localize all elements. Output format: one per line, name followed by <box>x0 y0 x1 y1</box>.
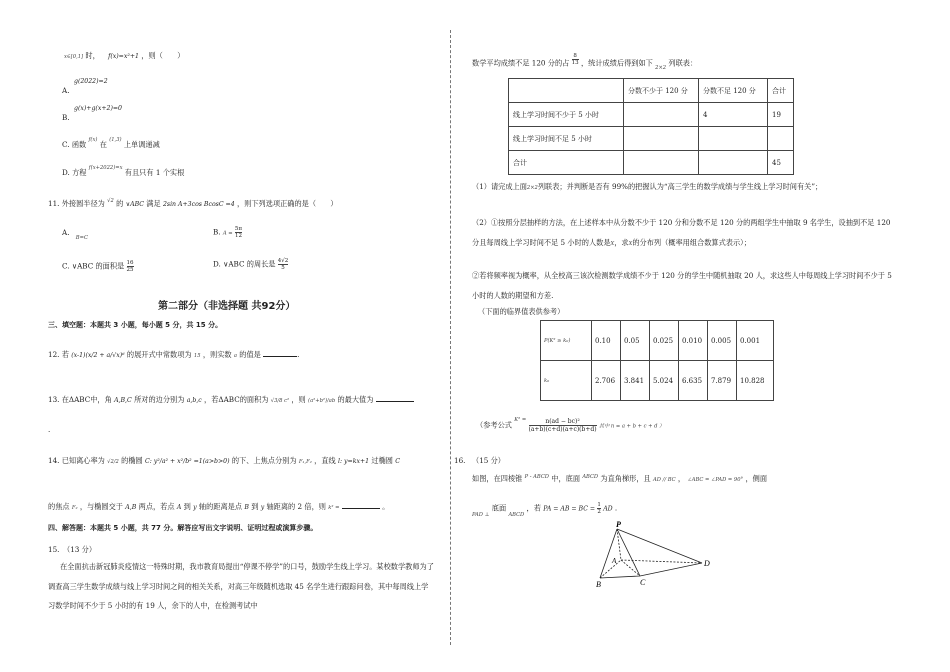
math: A,B <box>125 504 137 511</box>
text: 的展开式中常数项为 <box>126 350 192 359</box>
math: K² = <box>514 416 527 423</box>
math: 2×2 <box>655 64 667 71</box>
math: g(2022)=2 <box>74 78 108 85</box>
table-cell: 合计 <box>509 151 624 175</box>
text: ∨ABC 的周长是 <box>223 259 276 269</box>
pyramid-figure <box>594 520 714 590</box>
table-cell: 5.024 <box>650 361 679 401</box>
label: D. <box>213 259 221 269</box>
answer-blank[interactable] <box>263 348 297 357</box>
table-cell: 0.025 <box>650 321 679 361</box>
q15-text: 在全面抗击新冠肺炎疫情这一特殊时期，我市教育局提出“停课不停学”的口号，鼓励学生线上学习。某校数学教师为了调查高三学生数学成绩与线上学习时间之间的相关关系，对高三年级随机选取 45 名学生进行跟踪问卷，其中每周线上学习数学时间不少于 5 小时的有 19 人，余下的人中，在检测考试中 <box>48 562 434 610</box>
text: 满足 <box>146 199 161 208</box>
q14-line2 <box>48 500 389 513</box>
math: f(x) <box>88 137 98 143</box>
math: A <box>176 504 182 511</box>
right-column <box>454 0 898 672</box>
text: 轴的距离是点 <box>198 502 243 511</box>
math: P - ABCD <box>524 474 549 480</box>
math: B=C <box>75 235 88 241</box>
math: F₁,F₂ <box>298 459 312 465</box>
edge-PD <box>617 529 702 563</box>
math: PAD ⊥ <box>472 511 490 518</box>
math: √3/8 c² <box>270 398 290 404</box>
q10-option-d <box>62 165 185 179</box>
text: ，则实数 <box>202 350 232 359</box>
table-cell <box>699 151 768 175</box>
text: 其中 n = a + b + c + d ） <box>598 423 665 430</box>
math: ABCD <box>582 474 599 480</box>
math: ABCD <box>508 511 525 518</box>
answer-blank[interactable] <box>342 500 380 509</box>
answer-blank[interactable] <box>376 393 414 402</box>
q14-line1 <box>48 456 400 467</box>
math: 2×2 <box>526 185 538 191</box>
denominator: 13 <box>571 60 579 66</box>
text: 过椭圆 <box>371 456 393 465</box>
formula-fraction <box>529 418 597 433</box>
table-cell: 线上学习时间不少于 5 小时 <box>509 103 624 127</box>
table-cell: 2.706 <box>592 361 621 401</box>
math: 15 <box>193 353 201 359</box>
text: 的 <box>116 199 124 208</box>
text: 已知离心率为 <box>61 456 105 465</box>
math: AD <box>603 505 613 513</box>
text: 中，底面 <box>551 474 581 483</box>
denominator: 12 <box>234 233 242 239</box>
part-2 <box>472 213 892 254</box>
text: ，则 <box>291 395 306 404</box>
math: A = <box>222 230 233 237</box>
table-cell: P(K² ≥ k₀) <box>541 321 592 361</box>
text: 函数 <box>71 140 87 149</box>
q12: 12. 若 (x-1)(x/2 + a/√x)⁶ 的展开式中常数项为 15 ，则实数 a 的值是 . <box>48 350 300 359</box>
table-cell: 6.635 <box>679 361 708 401</box>
q16-line2 <box>472 502 618 518</box>
fraction <box>597 502 601 515</box>
text: ，直线 <box>314 456 336 465</box>
text: ，与椭圆交于 <box>79 502 123 511</box>
math: (1,3) <box>109 137 122 143</box>
numerator: 16 <box>126 260 134 266</box>
math: C <box>395 458 400 465</box>
text: （参考公式 <box>476 420 512 430</box>
edge-CD <box>640 563 702 576</box>
text: ∨ABC 的面积是 <box>71 261 125 271</box>
column-divider <box>450 30 451 645</box>
label: C. <box>62 140 70 149</box>
numerator: 8 <box>573 53 577 59</box>
text: 轴距离的 2 倍，则 <box>266 502 326 511</box>
label-D: D <box>704 559 710 568</box>
numerator: n(ad − bc)² <box>529 418 597 426</box>
math: B <box>244 504 249 511</box>
math: f(x+2022)=x <box>88 165 123 171</box>
ref-note: （下面的临界值表供参考） <box>478 307 565 316</box>
reference-formula <box>476 418 664 433</box>
q16-score: （15 分） <box>472 456 505 465</box>
text: 若 <box>61 350 69 359</box>
edge-BC <box>600 576 640 578</box>
numerator: 1 <box>597 502 601 508</box>
label: B. <box>213 227 221 237</box>
table-cell <box>624 127 699 151</box>
table-row <box>541 321 774 361</box>
table-cell: 线上学习时间不足 5 小时 <box>509 127 624 151</box>
table-cell: 0.001 <box>737 321 774 361</box>
math: √2/2 <box>107 459 119 465</box>
q16-line1 <box>472 474 767 485</box>
table-cell <box>624 151 699 175</box>
math-x-range: x∈[0,1] <box>64 54 84 60</box>
text: ，统计成绩后得到如下 <box>580 58 653 68</box>
math: X <box>628 240 633 247</box>
table-cell: 19 <box>768 103 794 127</box>
math: C: y²/a² + x²/b² =1(a>b>0) <box>145 458 230 465</box>
text: 所对的边分别为 <box>134 395 185 404</box>
math: X <box>610 240 615 247</box>
q11-option-d <box>213 258 288 271</box>
table-row <box>509 151 794 175</box>
table-cell <box>699 127 768 151</box>
text: 列联表；并判断是否有 99%的把握认为“高三学生的数学成绩与学生线上学习时间有关”； <box>537 182 823 191</box>
q10-line1 <box>64 51 184 62</box>
text: 的焦点 <box>48 502 70 511</box>
text: ，若ΔABC的面积为 <box>204 395 269 404</box>
question-number: 13. <box>48 395 60 404</box>
text: 到 <box>251 502 259 511</box>
q13 <box>48 393 414 406</box>
text: 的椭圆 <box>121 456 143 465</box>
math: (a²+b²)/ab <box>308 398 336 404</box>
label-C: C <box>640 578 646 587</box>
table-cell <box>509 79 624 103</box>
text: 上单调递减 <box>123 140 160 149</box>
math: ∨ABC <box>125 201 144 208</box>
math: F₂ <box>71 505 78 511</box>
text: 。 <box>382 502 390 511</box>
table-cell: 0.05 <box>621 321 650 361</box>
q10-option-b-math <box>74 103 122 113</box>
label: D. <box>62 168 70 177</box>
fraction <box>235 226 242 239</box>
text: 数学平均成绩不足 120 分的占 <box>472 58 570 68</box>
q11-stem <box>48 199 338 210</box>
q11-option-a <box>62 228 88 239</box>
text: ，侧面 <box>745 474 768 483</box>
text: 时， <box>85 51 100 60</box>
right-top-line <box>472 53 698 71</box>
solve-header: 四、解答题：本题共 5 小题，共 77 分。解答应写出文字说明、证明过程或演算步骤。 <box>48 524 318 532</box>
fill-in-header: 三、填空题：本题共 3 小题，每小题 5 分，共 15 分。 <box>48 321 223 329</box>
q10-option-a-math <box>74 76 108 86</box>
table-cell: 0.010 <box>679 321 708 361</box>
table-cell: 0.005 <box>708 321 737 361</box>
math: AD // BC <box>653 477 676 483</box>
text: （1）请完成上面 <box>472 182 527 191</box>
table-row <box>541 361 774 401</box>
text: （2）①按照分层抽样的方法，在上述样本中从分数不少于 120 分和分数不足 120 分的两组学生中抽取 9 名学生，设抽到不足 120 分且每周线上学习时间不足 5 小时的人数是 <box>472 218 891 247</box>
text: ， <box>677 474 686 483</box>
table-cell: k₀ <box>541 361 592 401</box>
math: y <box>260 504 265 511</box>
question-number: 14. <box>48 456 60 465</box>
q10-option-b-label: B. <box>62 113 70 122</box>
denominator: 5 <box>281 265 285 271</box>
table-cell: 10.828 <box>737 361 774 401</box>
fraction <box>572 53 579 66</box>
table-cell: 0.10 <box>592 321 621 361</box>
part-1 <box>472 177 892 199</box>
table-cell: 分数不足 120 分 <box>699 79 768 103</box>
math: l: y=kx+1 <box>338 458 370 465</box>
math: √2 <box>107 198 114 204</box>
text: 的值是 <box>239 350 261 359</box>
denominator: 25 <box>126 267 134 273</box>
math: 2sin A+3cos BcosC =4 <box>162 201 235 208</box>
table-cell: 7.879 <box>708 361 737 401</box>
math: ∠ABC = ∠PAD = 90° <box>687 477 744 483</box>
table-cell: 分数不少于 120 分 <box>624 79 699 103</box>
q11-option-b <box>213 226 242 239</box>
section-two-title: 第二部分（非选择题 共92分） <box>158 301 296 312</box>
edge-AC <box>621 560 640 576</box>
text: 的下、上焦点分别为 <box>231 456 297 465</box>
text: ，则下列选项正确的是（ ） <box>236 199 338 208</box>
q13-end-dot: . <box>48 425 51 434</box>
part-2-sub: ②若将频率视为概率，从全校高三该次检测数学成绩不少于 120 分的学生中随机抽取 20 人，求这些人中每周线上学习时间不少于 5 小时的人数的期望和方差. <box>472 271 892 300</box>
table-row <box>509 103 794 127</box>
math: g(x)+g(x+2)=0 <box>74 105 122 112</box>
math: k² = <box>328 505 340 511</box>
label-P: P <box>616 520 621 529</box>
math-fx: f(x)=x²+1 <box>108 53 139 60</box>
denominator: (a+b)(c+d)(a+c)(b+d) <box>528 426 597 433</box>
table-cell: 45 <box>768 151 794 175</box>
contingency-table <box>508 78 794 175</box>
text: 为直角梯形，且 <box>600 474 651 483</box>
math: a,b,c <box>186 397 202 404</box>
text: ，则（ ） <box>141 51 185 60</box>
text: 列联表： <box>668 58 698 68</box>
math: A,B,C <box>114 397 132 404</box>
table-cell <box>624 103 699 127</box>
fraction <box>278 258 289 271</box>
left-column <box>48 0 440 672</box>
text: 的分布列（概率用组合数算式表示）； <box>632 237 751 247</box>
text: 底面 <box>491 503 507 513</box>
text: 在 <box>99 140 107 149</box>
text: ，求 <box>614 237 629 247</box>
table-cell <box>768 127 794 151</box>
q15-head: 15. （13 分） <box>48 545 97 554</box>
math: PA = AB = BC = <box>543 505 596 513</box>
text: 到 <box>183 502 191 511</box>
math: y <box>193 504 197 511</box>
edge-PC <box>617 529 640 576</box>
text: 在ΔABC中，角 <box>61 395 112 404</box>
q16-number: 16. <box>454 456 466 465</box>
table-header-row <box>509 79 794 103</box>
text: 两点，若点 <box>138 502 175 511</box>
numerator: 5π <box>234 226 243 232</box>
numerator: 4√2 <box>277 258 289 264</box>
label: A. <box>62 228 70 237</box>
table-cell: 4 <box>699 103 768 127</box>
label: C. <box>62 261 70 271</box>
text: 有且只有 1 个实根 <box>124 168 185 177</box>
text: 的最大值为 <box>337 395 374 404</box>
q10-option-a-label: A. <box>62 86 70 95</box>
question-number: 12. <box>48 350 60 359</box>
text: . <box>614 503 618 513</box>
table-cell: 3.841 <box>621 361 650 401</box>
fraction <box>127 260 134 273</box>
q11-option-c <box>62 260 134 273</box>
denominator: 2 <box>597 509 601 515</box>
label-A: A <box>612 557 617 565</box>
critical-value-table <box>540 320 774 401</box>
text: ，若 <box>526 503 541 513</box>
label-B: B <box>596 580 601 589</box>
table-row <box>509 127 794 151</box>
text: 外接圆半径为 <box>61 199 105 208</box>
math: a <box>233 353 237 359</box>
math-expansion: (x-1)(x/2 + a/√x)⁶ <box>71 352 125 359</box>
q10-option-c <box>62 137 160 151</box>
text: 如图，在四棱锥 <box>472 474 523 483</box>
table-cell: 合计 <box>768 79 794 103</box>
question-number: 11. <box>48 199 60 208</box>
text: 方程 <box>72 168 87 177</box>
